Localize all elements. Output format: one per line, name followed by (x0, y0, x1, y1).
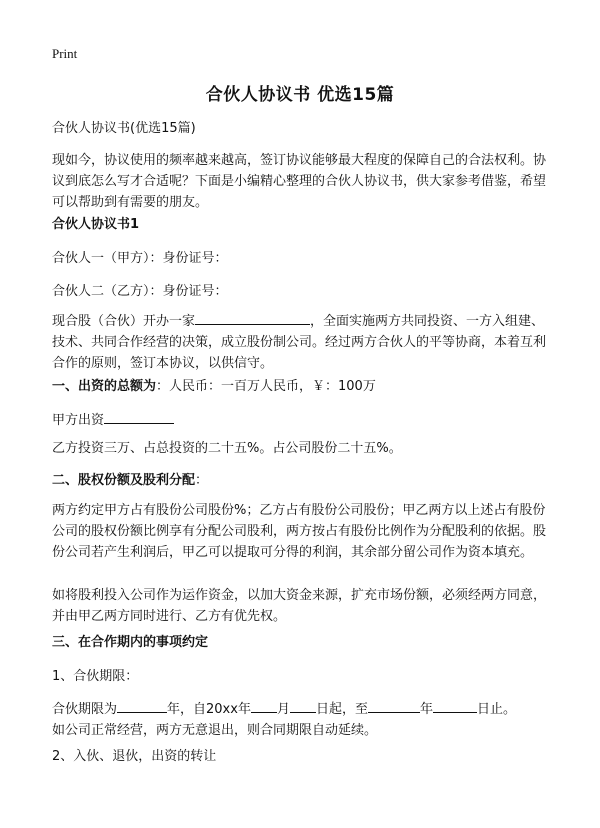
print-label: Print (52, 46, 78, 61)
preamble-rest: ，全面实施两方共同投资、一方入组建、技术、共同合作经营的决策，成立股份制公司。经过两方合伙人的平等协商，本着互利合作的原则，签订本协议，以供信守。 (52, 314, 547, 371)
term-day-text: 日起，至 (315, 702, 368, 717)
party-a-line: 合伙人一（甲方）：身份证号： (52, 251, 228, 266)
start-day-blank (290, 698, 316, 713)
term-year2-text: 年 (419, 702, 433, 717)
item1-term-heading: 1、合伙期限： (52, 669, 139, 684)
term-paragraph (52, 698, 552, 741)
article2-colon: ： (195, 473, 209, 488)
company-name-blank (195, 310, 310, 325)
term-end-text: 日止。 (477, 702, 517, 717)
jia-investment-blank (104, 409, 174, 424)
preamble-start: 现合股（合伙）开办一家 (52, 314, 196, 329)
yi-investment-line: 乙方投资三万、占总投资的二十五%。占公司股份二十五%。 (52, 441, 402, 456)
article2-line (52, 470, 552, 491)
term-month-text: 月 (276, 702, 290, 717)
end-year-blank (368, 698, 420, 713)
intro-paragraph: 现如今，协议使用的频率越来越高，签订协议能够最大程度的保障自己的合法权利。协议到底怎么写才合适呢？下面是小编精心整理的合伙人协议书，供大家参考借鉴，希望可以帮助到有需要的朋友。 (52, 153, 547, 210)
item2-transfer-heading: 2、入伙、退伙，出资的转让 (52, 749, 217, 764)
article2-paragraph1: 两方约定甲方占有股份公司股份%；乙方占有股份公司股份；甲乙两方以上述占有股份公司的股权份额比例享有分配公司股利，两方按占有股份比例作为分配股利的依据。股份公司若产生利润后，甲乙可以提取可分得的利润，其余部分留公司作为资本填充。 (52, 503, 547, 560)
start-month-blank (251, 698, 277, 713)
article2-heading: 二、股权份额及股利分配 (52, 473, 196, 488)
preamble-paragraph (52, 310, 552, 374)
jia-investment-label: 甲方出资 (52, 413, 105, 428)
party-b-line: 合伙人二（乙方）：身份证号： (52, 284, 228, 299)
end-date-blank (433, 698, 477, 713)
term-start: 合伙期限为 (52, 702, 118, 717)
term-year-text: 年，自20xx年 (167, 702, 251, 717)
article1-line (52, 376, 552, 397)
document-title: 合伙人协议书 优选15篇 (205, 85, 395, 105)
article2-paragraph2: 如将股利投入公司作为运作资金，以加大资金来源，扩充市场份额，必须经两方同意，并由甲乙两方同时进行、乙方有优先权。 (52, 588, 547, 624)
document-subtitle: 合伙人协议书(优选15篇) (52, 121, 196, 136)
section1-title: 合伙人协议书1 (52, 217, 140, 232)
article3-heading: 三、在合作期内的事项约定 (52, 635, 209, 650)
article1-amount: ：人民币：一百万人民币，￥：100万 (156, 379, 376, 394)
jia-investment-line (52, 409, 552, 431)
term-years-blank (117, 698, 167, 713)
term-renewal-text: 如公司正常经营，两方无意退出，则合同期限自动延续。 (52, 723, 378, 738)
article1-heading: 一、出资的总额为 (52, 379, 157, 394)
